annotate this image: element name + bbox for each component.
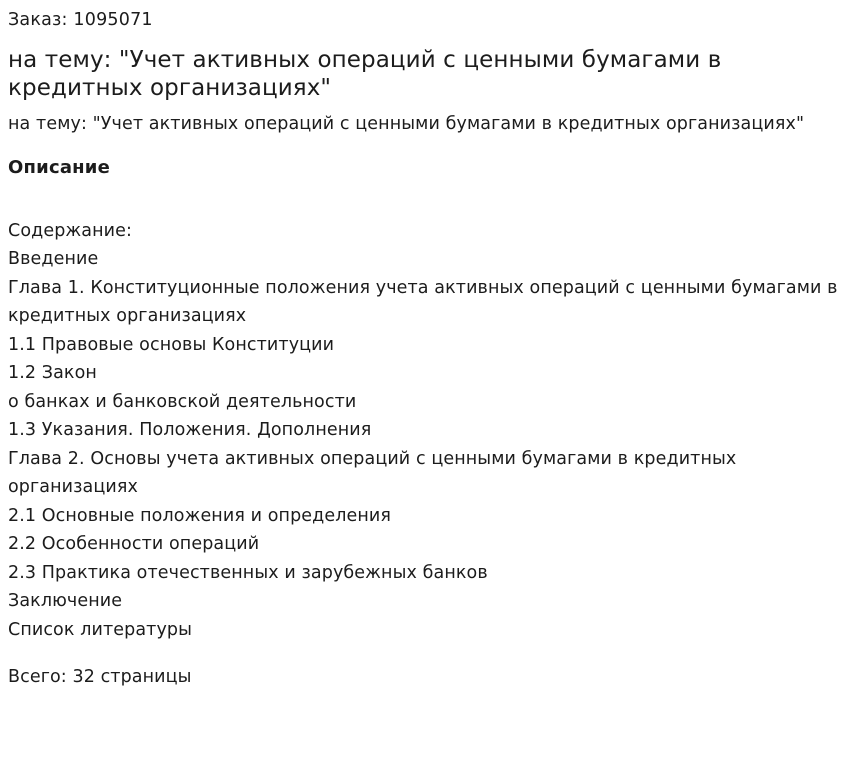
contents-heading: Содержание: bbox=[8, 220, 132, 241]
contents-item: 1.2 Закон bbox=[8, 363, 97, 383]
contents-item: о банках и банковской деятельности bbox=[8, 391, 357, 412]
contents-item: 2.2 Особенности операций bbox=[8, 534, 260, 554]
contents-item: 2.3 Практика отечественных и зарубежных банков bbox=[8, 562, 488, 583]
page-title: на тему: "Учет активных операций с ценными бумагами в кредитных организациях" bbox=[8, 47, 722, 101]
page-subtitle: на тему: "Учет активных операций с ценными бумагами в кредитных организациях" bbox=[8, 114, 805, 134]
description-heading: Описание bbox=[8, 156, 111, 178]
contents-item: 1.1 Правовые основы Конституции bbox=[8, 334, 335, 355]
contents-item: 2.1 Основные положения и определения bbox=[8, 505, 392, 526]
contents-item: Список литературы bbox=[8, 619, 193, 640]
contents-item: Глава 1. Конституционные положения учета активных операций с ценными бумагами в кредитных организациях bbox=[8, 277, 838, 326]
contents-item: Заключение bbox=[8, 591, 123, 611]
contents-item: Введение bbox=[8, 249, 99, 269]
total-pages: Всего: 32 страницы bbox=[8, 667, 192, 687]
contents-item: 1.3 Указания. Положения. Дополнения bbox=[8, 420, 372, 440]
order-number: Заказ: 1095071 bbox=[8, 10, 153, 30]
table-of-contents bbox=[8, 217, 839, 645]
contents-item: Глава 2. Основы учета активных операций с ценными бумагами в кредитных организациях bbox=[8, 448, 737, 497]
